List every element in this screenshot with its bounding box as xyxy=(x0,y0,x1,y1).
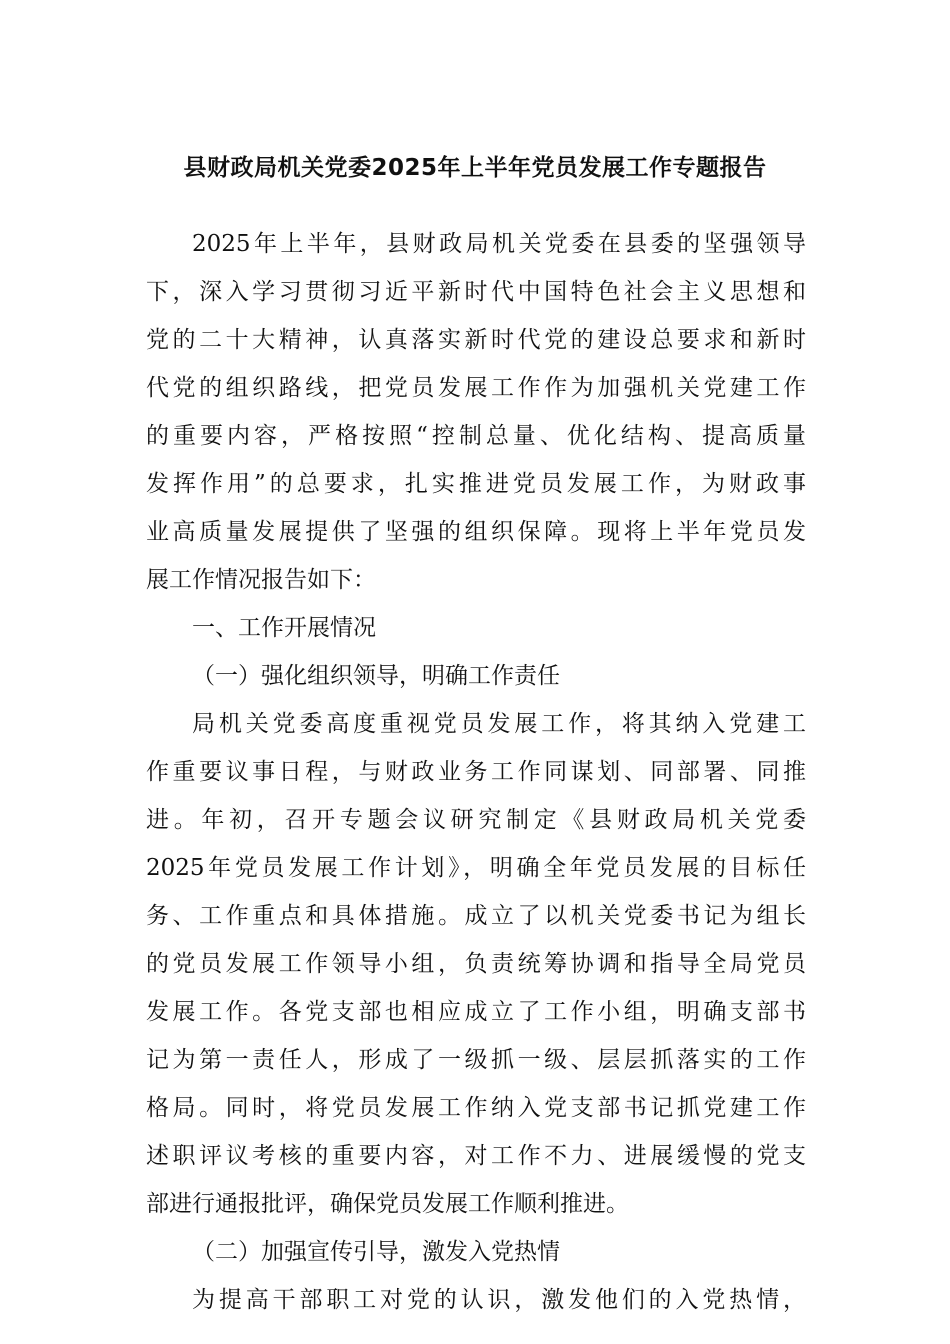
text-line: 部进行通报批评，确保党员发展工作顺利推进。 xyxy=(146,1191,629,1217)
text-line: 2025年上半年，县财政局机关党委在县委的坚强领导 xyxy=(192,231,806,257)
document-title: 县财政局机关党委2025年上半年党员发展工作专题报告 xyxy=(183,155,767,181)
text-line: 下，深入学习贯彻习近平新时代中国特色社会主义思想和 xyxy=(146,279,806,305)
text-line: 的党员发展工作领导小组，负责统筹协调和指导全局党员 xyxy=(146,951,806,977)
text-line: 展工作情况报告如下： xyxy=(146,567,376,593)
text-line: 作重要议事日程，与财政业务工作同谋划、同部署、同推 xyxy=(146,759,806,785)
text-line: 进。年初，召开专题会议研究制定《县财政局机关党委 xyxy=(146,807,806,833)
text-line: 2025年党员发展工作计划》，明确全年党员发展的目标任 xyxy=(146,855,806,881)
text-line: 务、工作重点和具体措施。成立了以机关党委书记为组长 xyxy=(146,903,806,929)
text-line: 局机关党委高度重视党员发展工作，将其纳入党建工 xyxy=(192,711,806,737)
text-line: 格局。同时，将党员发展工作纳入党支部书记抓党建工作 xyxy=(146,1095,806,1121)
text-line: 发挥作用”的总要求，扎实推进党员发展工作，为财政事 xyxy=(146,471,806,497)
text-line: （二）加强宣传引导，激发入党热情 xyxy=(192,1239,560,1265)
text-line: 述职评议考核的重要内容，对工作不力、进展缓慢的党支 xyxy=(146,1143,806,1169)
text-line: 发展工作。各党支部也相应成立了工作小组，明确支部书 xyxy=(146,999,806,1025)
text-line: 记为第一责任人，形成了一级抓一级、层层抓落实的工作 xyxy=(146,1047,806,1073)
text-line: 代党的组织路线，把党员发展工作作为加强机关党建工作 xyxy=(146,375,806,401)
text-line: （一）强化组织领导，明确工作责任 xyxy=(192,663,560,689)
text-line: 的重要内容，严格按照“控制总量、优化结构、提高质量 xyxy=(146,423,806,449)
text-line: 党的二十大精神，认真落实新时代党的建设总要求和新时 xyxy=(146,327,806,353)
text-line: 业高质量发展提供了坚强的组织保障。现将上半年党员发 xyxy=(146,519,806,545)
text-line: 一、工作开展情况 xyxy=(192,615,376,641)
document-body xyxy=(146,220,806,1324)
text-line: 为提高干部职工对党的认识，激发他们的入党热情， xyxy=(192,1287,806,1313)
